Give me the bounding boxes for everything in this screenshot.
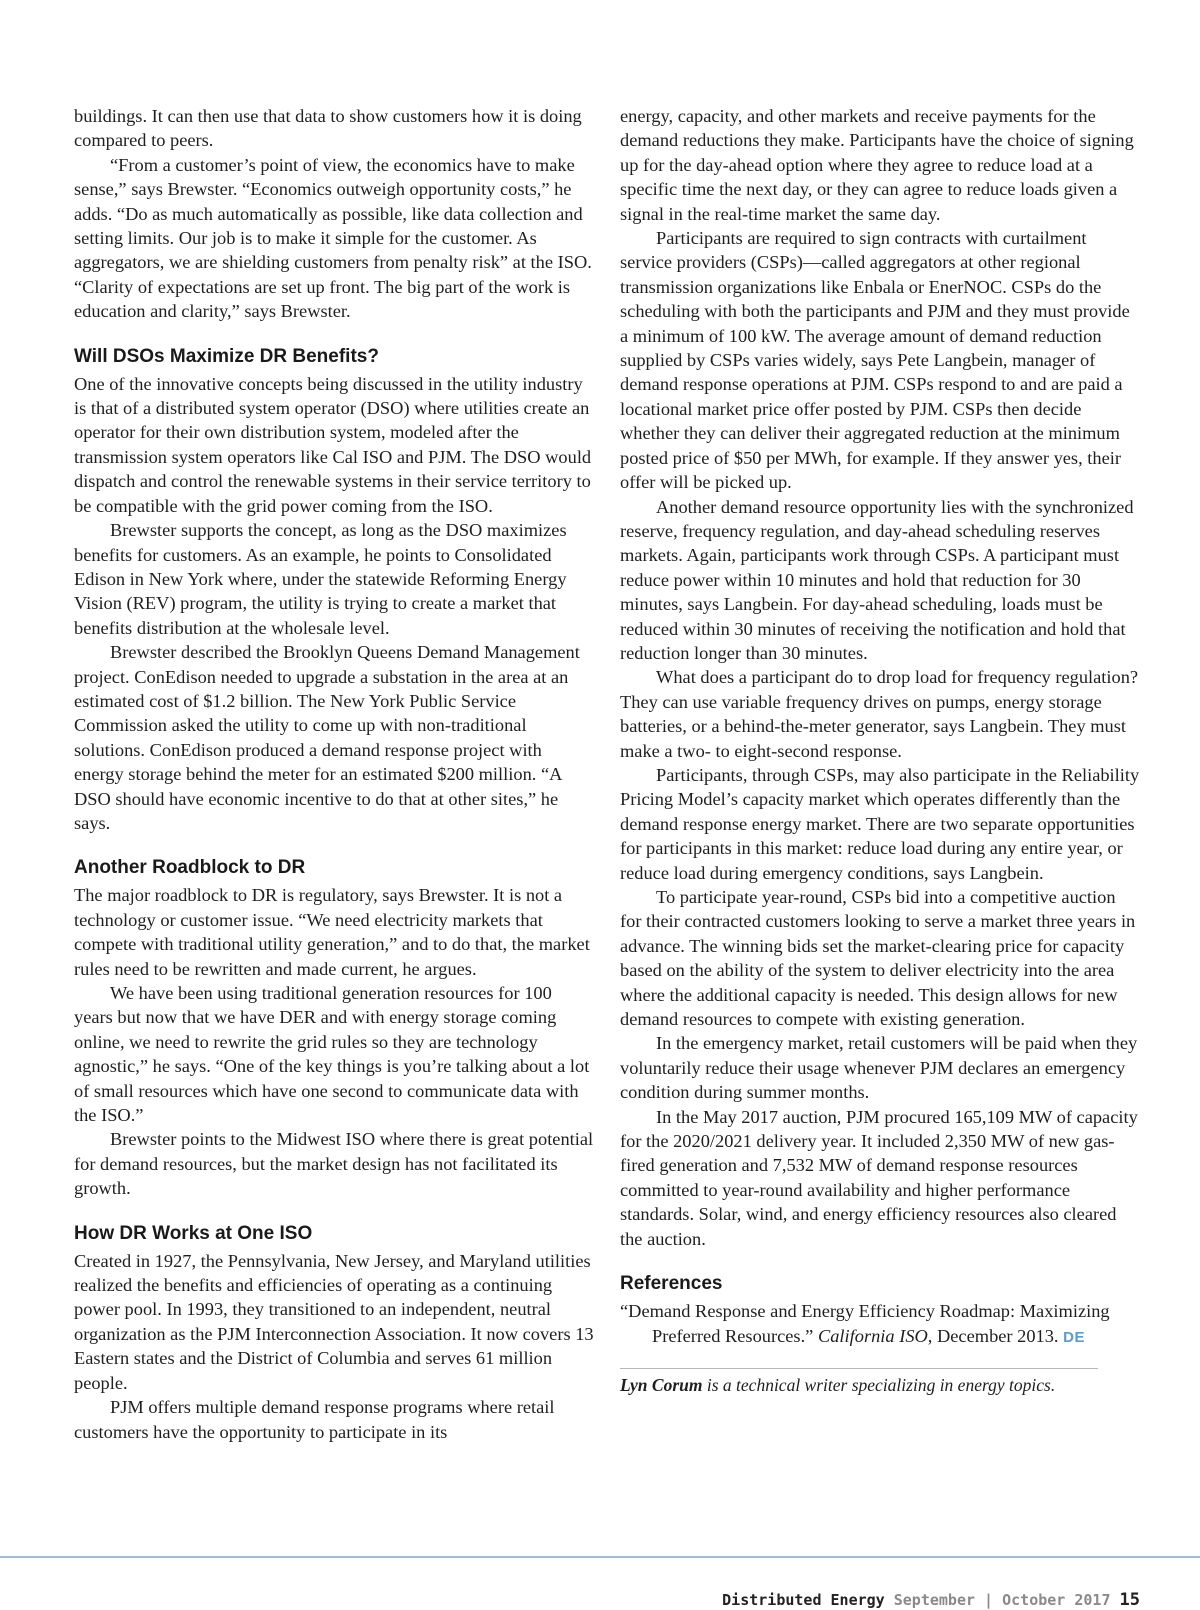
issue-month: September <box>893 1591 976 1609</box>
issue-month-year: October 2017 <box>1002 1591 1111 1609</box>
body-paragraph: buildings. It can then use that data to show customers how it is doing compared to peers. <box>74 106 582 151</box>
section-heading-dso: Will DSOs Maximize DR Benefits? <box>74 345 379 367</box>
section-heading-roadblock: Another Roadblock to DR <box>74 857 306 879</box>
author-description: is a technical writer specializing in energy topics. <box>702 1374 1056 1395</box>
body-paragraph: Participants, through CSPs, may also participate in the Reliability Pricing Model’s capacity market which operates differently than the demand response energy market. There are two separate opportunities for participants in this market: reduce load during any entire year, or reduce load during emergency conditions, says Langbein. <box>620 764 1140 883</box>
bio-divider <box>620 1368 1098 1369</box>
author-bio <box>620 1373 1140 1397</box>
body-paragraph: energy, capacity, and other markets and receive payments for the demand reductions they make. Participants have the choice of signing up for the day-ahead option where they agree to reduce load at a specific time the next day, or they can agree to reduce loads given a signal in the real-time market the same day. <box>620 106 1134 224</box>
body-paragraph: We have been using traditional generation resources for 100 years but now that we have DER and with energy storage coming online, we need to rewrite the grid rules so they are technology agnostic,” he says. “One of the key things is you’re talking about a lot of small resources which have one second to communicate data with the ISO.” <box>74 983 590 1126</box>
body-paragraph: Participants are required to sign contracts with curtailment service providers (CSPs)—called aggregators at other regional transmission organizations like Enbala or EnerNOC. CSPs do the scheduling with both the participants and PJM and they must provide a minimum of 100 kW. The average amount of demand reduction supplied by CSPs varies widely, says Pete Langbein, manager of demand response operations at PJM. CSPs respond to and are paid a locational market price offer posted by PJM. CSPs then decide whether they can deliver their aggregated reduction at the minimum posted price of $50 per MWh, for example. If they answer yes, their offer will be picked up. <box>620 228 1130 493</box>
magazine-name: Distributed Energy <box>722 1591 885 1609</box>
body-paragraph: Brewster supports the concept, as long as the DSO maximizes benefits for customers. As an example, he points to Consolidated Edison in New York where, under the statewide Reforming Energy Vision (REV) program, the utility is trying to create a market that benefits distribution at the wholesale level. <box>74 520 567 638</box>
section-heading-iso: How DR Works at One ISO <box>74 1222 313 1244</box>
footer-divider <box>0 1556 1200 1558</box>
body-paragraph: Brewster points to the Midwest ISO where there is great potential for demand resources, but the market design has not facilitated its growth. <box>74 1129 594 1199</box>
author-name: Lyn Corum <box>620 1374 703 1395</box>
reference-entry <box>620 1299 1140 1350</box>
body-paragraph: “From a customer’s point of view, the economics have to make sense,” says Brewster. “Economics outweigh opportunity costs,” he adds. “Do as much automatically as possible, like data collection and setting limits. Our job is to make it simple for the customer. As aggregators, we are shielding customers from penalty risk” at the ISO. “Clarity of expectations are set up front. The big part of the work is education and clarity,” says Brewster. <box>74 154 592 322</box>
page-number: 15 <box>1119 1590 1140 1610</box>
left-column <box>74 104 594 1444</box>
body-paragraph: In the emergency market, retail customers will be paid when they voluntarily reduce their usage whenever PJM declares an emergency condition during summer months. <box>620 1033 1138 1103</box>
reference-date: , December 2013. <box>927 1325 1059 1346</box>
reference-source: California ISO <box>817 1325 928 1346</box>
body-paragraph: One of the innovative concepts being discussed in the utility industry is that of a distributed system operator (DSO) where utilities create an operator for their own distribution system, modeled after the transmission system operators like Cal ISO and PJM. The DSO would dispatch and control the renewable systems in their service territory to be compatible with the grid power coming from the ISO. <box>74 373 592 516</box>
body-paragraph: What does a participant do to drop load for frequency regulation? They can use variable frequency drives on pumps, energy storage batteries, or a behind-the-meter generator, says Langbein. They must make a two- to eight-second response. <box>620 667 1139 761</box>
issue-separator: | <box>984 1591 994 1609</box>
right-column <box>620 104 1140 1397</box>
body-paragraph: To participate year-round, CSPs bid into a competitive auction for their contracted customers looking to serve a market three years in advance. The winning bids set the market-clearing price for capacity based on the ability of the system to deliver electricity into the area where the additional capacity is needed. This design allows for new demand resources to compete with existing generation. <box>620 887 1136 1030</box>
body-paragraph: In the May 2017 auction, PJM procured 165,109 MW of capacity for the 2020/2021 delivery year. It included 2,350 MW of new gas-fired generation and 7,532 MW of demand response resources committed to year-round availability and higher performance standards. Solar, wind, and energy efficiency resources also cleared the auction. <box>620 1106 1138 1249</box>
section-heading-references: References <box>620 1273 723 1295</box>
body-paragraph: PJM offers multiple demand response programs where retail customers have the opportunity to participate in its <box>74 1397 555 1442</box>
body-paragraph: Brewster described the Brooklyn Queens Demand Management project. ConEdison needed to upgrade a substation in the area at an estimated cost of $1.2 billion. The New York Public Service Commission asked the utility to come up with non-traditional solutions. ConEdison produced a demand response project with energy storage behind the meter for an estimated $200 million. “A DSO should have economic incentive to do that at other sites,” he says. <box>74 642 580 833</box>
body-paragraph: Created in 1927, the Pennsylvania, New Jersey, and Maryland utilities realized the benefits and efficiencies of operating as a continuing power pool. In 1993, they transitioned to an independent, neutral organization as the PJM Interconnection Association. It now covers 13 Eastern states and the District of Columbia and serves 61 million people. <box>74 1250 594 1393</box>
page-footer <box>722 1590 1140 1610</box>
reference-title: “Demand Response and Energy Efficiency Roadmap: Maximizing Preferred Resources.” <box>620 1301 1110 1346</box>
end-mark-de: DE <box>1063 1328 1085 1346</box>
body-paragraph: The major roadblock to DR is regulatory, says Brewster. It is not a technology or customer issue. “We need electricity markets that compete with traditional utility generation,” and to do that, the market rules need to be rewritten and made current, he argues. <box>74 885 590 979</box>
body-paragraph: Another demand resource opportunity lies with the synchronized reserve, frequency regulation, and day-ahead scheduling reserves markets. Again, participants work through CSPs. A participant must reduce power within 10 minutes and hold that reduction for 30 minutes, says Langbein. For day-ahead scheduling, loads must be reduced within 30 minutes of receiving the notification and hold that reduction longer than 30 minutes. <box>620 496 1134 663</box>
